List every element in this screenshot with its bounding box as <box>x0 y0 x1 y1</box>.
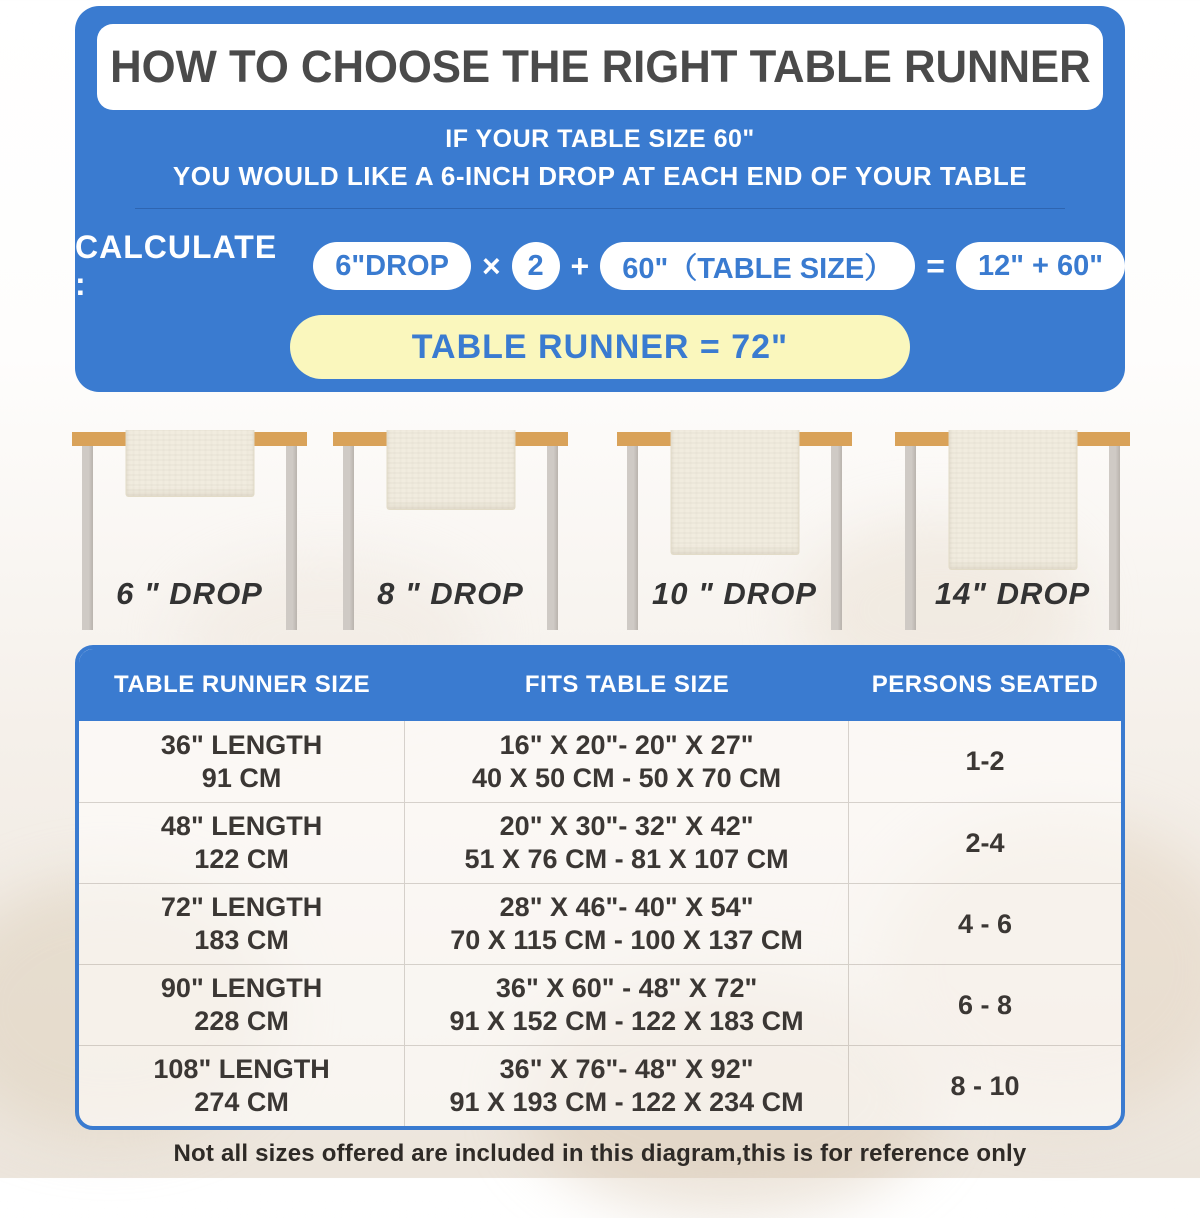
cell-fits-table-size <box>405 1046 849 1126</box>
fits-size-cm: 51 X 76 CM - 81 X 107 CM <box>464 844 789 874</box>
fits-size-inches: 20" X 30"- 32" X 42" <box>499 811 754 842</box>
size-row-108 <box>79 1045 1121 1126</box>
final-result-pill: TABLE RUNNER = 72" <box>290 315 910 379</box>
size-row-72 <box>79 883 1121 964</box>
drop-label: 10 " DROP <box>652 576 817 611</box>
title-box <box>97 24 1103 110</box>
page-title: HOW TO CHOOSE THE RIGHT TABLE RUNNER <box>109 41 1091 92</box>
cell-runner-size <box>79 884 405 964</box>
column-header-fits-table-size: FITS TABLE SIZE <box>524 671 730 699</box>
runner-size-inches: 72" LENGTH <box>160 892 323 923</box>
fits-size-cm: 70 X 115 CM - 100 X 137 CM <box>450 925 803 955</box>
table-figure-8-drop <box>333 410 568 646</box>
cell-persons-seated: 4 - 6 <box>957 908 1013 939</box>
hero-divider <box>135 208 1065 209</box>
calc-result-pill: 12" + 60" <box>956 242 1125 290</box>
size-chart-header <box>79 649 1121 721</box>
runner-cloth <box>670 430 799 555</box>
cell-runner-size <box>79 803 405 883</box>
runner-size-inches: 108" LENGTH <box>153 1054 330 1085</box>
plus-sign: + <box>570 247 590 284</box>
fits-size-cm: 40 X 50 CM - 50 X 70 CM <box>472 762 782 793</box>
table-figure-14-drop <box>895 410 1130 646</box>
calc-label: CALCULATE : <box>75 229 278 302</box>
runner-size-inches: 90" LENGTH <box>160 973 323 1004</box>
cell-runner-size <box>79 721 405 802</box>
runner-size-cm: 122 CM <box>194 844 289 874</box>
drop-diagrams <box>0 396 1200 646</box>
column-header-runner-size: TABLE RUNNER SIZE <box>114 671 371 699</box>
runner-cloth <box>125 430 254 497</box>
cell-persons-seated: 6 - 8 <box>957 989 1013 1020</box>
runner-size-cm: 91 CM <box>201 762 282 793</box>
cell-fits-table-size <box>405 884 849 964</box>
drop-label: 14" DROP <box>934 576 1091 611</box>
subtitle-line-2: YOU WOULD LIKE A 6-INCH DROP AT EACH END OF YOUR TABLE <box>172 161 1028 191</box>
fits-size-inches: 28" X 46"- 40" X 54" <box>499 892 754 923</box>
runner-cloth <box>386 430 515 510</box>
cell-persons-seated: 1-2 <box>965 746 1005 777</box>
calc-multiplier-pill: 2 <box>512 242 560 290</box>
runner-size-cm: 183 CM <box>194 925 289 955</box>
calc-table-size-pill: 60"（TABLE SIZE） <box>600 242 915 290</box>
cell-runner-size <box>79 965 405 1045</box>
runner-size-cm: 274 CM <box>194 1087 289 1117</box>
runner-size-inches: 36" LENGTH <box>160 729 323 760</box>
fits-size-inches: 36" X 60" - 48" X 72" <box>495 973 758 1004</box>
reference-note: Not all sizes offered are included in this diagram,this is for reference only <box>173 1140 1027 1167</box>
size-row-90 <box>79 964 1121 1045</box>
drop-label: 6 " DROP <box>116 576 263 611</box>
table-figure-6-drop <box>72 410 307 646</box>
runner-size-inches: 48" LENGTH <box>160 811 323 842</box>
size-chart-panel <box>75 645 1125 1130</box>
fits-size-cm: 91 X 193 CM - 122 X 234 CM <box>449 1087 804 1117</box>
fits-size-inches: 16" X 20"- 20" X 27" <box>499 729 754 760</box>
calc-drop-pill: 6"DROP <box>313 242 471 290</box>
size-row-48 <box>79 802 1121 883</box>
calculation-row <box>75 229 1125 303</box>
fits-size-cm: 91 X 152 CM - 122 X 183 CM <box>449 1006 804 1036</box>
multiply-sign: × <box>481 247 501 284</box>
cell-fits-table-size <box>405 721 849 802</box>
cell-runner-size <box>79 1046 405 1126</box>
drop-label: 8 " DROP <box>377 576 524 611</box>
fits-size-inches: 36" X 76"- 48" X 92" <box>499 1054 754 1085</box>
equals-sign: = <box>926 247 945 284</box>
cell-fits-table-size <box>405 803 849 883</box>
runner-cloth <box>948 430 1077 570</box>
hero-panel <box>75 6 1125 392</box>
runner-size-cm: 228 CM <box>194 1006 289 1036</box>
cell-persons-seated: 2-4 <box>965 827 1005 858</box>
subtitle-line-1: IF YOUR TABLE SIZE 60" <box>445 125 755 153</box>
cell-fits-table-size <box>405 965 849 1045</box>
table-figure-10-drop <box>617 410 852 646</box>
size-row-36 <box>79 721 1121 802</box>
cell-persons-seated: 8 - 10 <box>950 1070 1020 1101</box>
column-header-persons-seated: PERSONS SEATED <box>871 671 1099 699</box>
